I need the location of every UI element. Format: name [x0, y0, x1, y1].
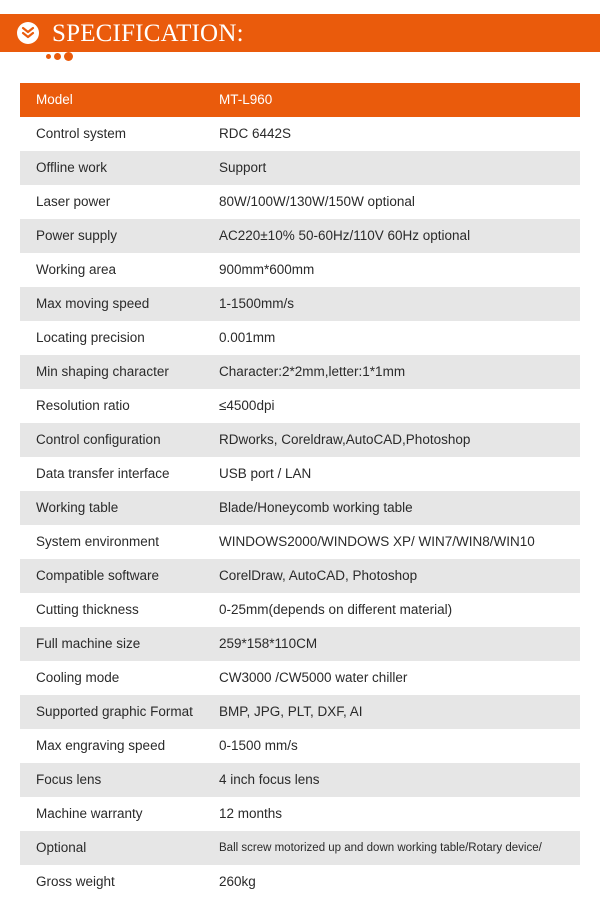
spec-value: 4 inch focus lens — [219, 772, 320, 787]
spec-value: WINDOWS2000/WINDOWS XP/ WIN7/WIN8/WIN10 — [219, 534, 535, 549]
spec-row — [20, 627, 580, 661]
spec-row — [20, 525, 580, 559]
section-title: SPECIFICATION: — [52, 20, 244, 47]
spec-label: Cooling mode — [36, 670, 120, 685]
spec-row — [20, 593, 580, 627]
spec-row — [20, 355, 580, 389]
spec-row — [20, 457, 580, 491]
spec-row — [20, 321, 580, 355]
spec-label: Max engraving speed — [36, 738, 166, 753]
spec-label: Optional — [36, 840, 87, 855]
spec-value: 259*158*110CM — [219, 636, 318, 651]
spec-label: Cutting thickness — [36, 602, 139, 617]
spec-value: Character:2*2mm,letter:1*1mm — [219, 364, 406, 379]
spec-label: Control configuration — [36, 432, 161, 447]
spec-value: 0-1500 mm/s — [219, 738, 298, 753]
spec-row — [20, 287, 580, 321]
spec-value: RDworks, Coreldraw,AutoCAD,Photoshop — [219, 432, 471, 447]
spec-row — [20, 763, 580, 797]
spec-value: Blade/Honeycomb working table — [219, 500, 413, 515]
spec-value: CorelDraw, AutoCAD, Photoshop — [219, 568, 418, 583]
spec-value: Support — [219, 160, 267, 175]
spec-value: 0-25mm(depends on different material) — [219, 602, 453, 617]
spec-value: BMP, JPG, PLT, DXF, AI — [219, 704, 363, 719]
spec-row — [20, 661, 580, 695]
spec-value: AC220±10% 50-60Hz/110V 60Hz optional — [219, 228, 471, 243]
dot-icon — [46, 54, 51, 59]
spec-label: Model — [36, 92, 73, 107]
spec-label: Full machine size — [36, 636, 141, 651]
spec-row — [20, 151, 580, 185]
dot-icon — [64, 52, 73, 61]
spec-value: 900mm*600mm — [219, 262, 315, 277]
spec-row — [20, 559, 580, 593]
spec-row — [20, 729, 580, 763]
spec-label: Data transfer interface — [36, 466, 170, 481]
spec-row — [20, 185, 580, 219]
spec-label: Power supply — [36, 228, 118, 243]
spec-label: Resolution ratio — [36, 398, 130, 413]
spec-row — [20, 797, 580, 831]
spec-value: 260kg — [219, 874, 256, 889]
spec-row — [20, 831, 580, 865]
spec-row — [20, 117, 580, 151]
spec-label: Locating precision — [36, 330, 145, 345]
spec-value: RDC 6442S — [219, 126, 292, 141]
spec-value: USB port / LAN — [219, 466, 312, 481]
spec-label: Machine warranty — [36, 806, 143, 821]
spec-label: Supported graphic Format — [36, 704, 193, 719]
spec-row — [20, 695, 580, 729]
spec-label: Laser power — [36, 194, 111, 209]
spec-value: CW3000 /CW5000 water chiller — [219, 670, 408, 685]
spec-value: Ball screw motorized up and down working table/Rotary device/ — [219, 842, 542, 854]
spec-value: MT-L960 — [219, 92, 273, 107]
spec-label: Compatible software — [36, 568, 160, 583]
spec-label: System environment — [36, 534, 160, 549]
spec-value: 80W/100W/130W/150W optional — [219, 194, 415, 209]
spec-row — [20, 253, 580, 287]
spec-label: Control system — [36, 126, 127, 141]
dot-icon — [54, 53, 61, 60]
spec-label: Offline work — [36, 160, 108, 175]
spec-row — [20, 389, 580, 423]
spec-value: ≤4500dpi — [219, 398, 275, 413]
spec-row — [20, 423, 580, 457]
chevron-down-icon — [17, 22, 39, 44]
spec-value: 1-1500mm/s — [219, 296, 295, 311]
spec-row — [20, 491, 580, 525]
spec-row — [20, 219, 580, 253]
spec-label: Focus lens — [36, 772, 102, 787]
spec-label: Working table — [36, 500, 119, 515]
spec-header-row — [20, 83, 580, 117]
spec-label: Working area — [36, 262, 117, 277]
spec-label: Gross weight — [36, 874, 115, 889]
spec-value: 12 months — [219, 806, 283, 821]
spec-row — [20, 865, 580, 899]
spec-table — [20, 83, 580, 899]
spec-label: Min shaping character — [36, 364, 169, 379]
spec-value: 0.001mm — [219, 330, 276, 345]
spec-label: Max moving speed — [36, 296, 150, 311]
